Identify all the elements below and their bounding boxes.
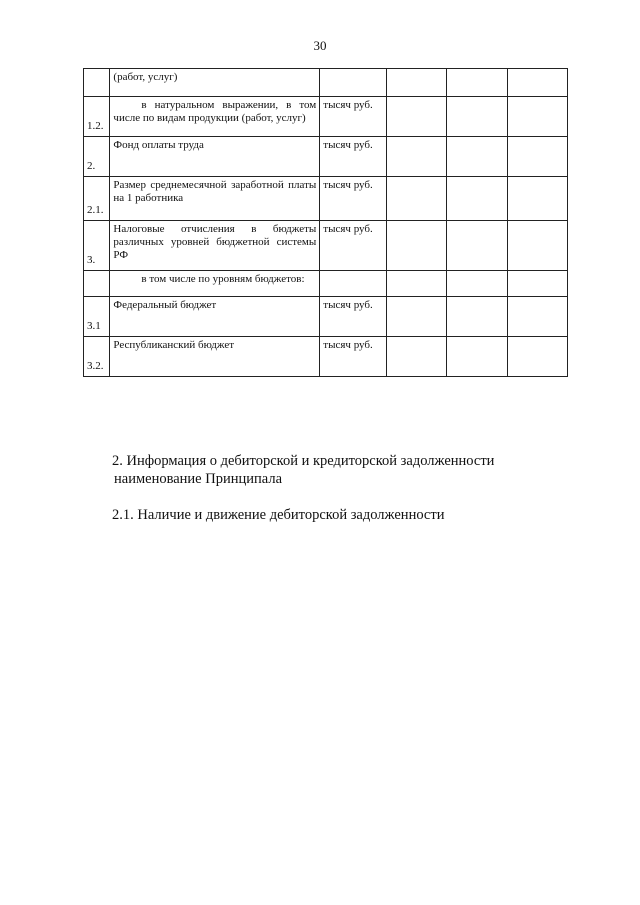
row-value-cell[interactable]: [507, 97, 567, 137]
row-value-cell[interactable]: [386, 297, 446, 337]
row-value-cell[interactable]: [386, 337, 446, 377]
row-unit: [320, 271, 387, 297]
row-number: 1.2.: [84, 97, 110, 137]
row-value-cell[interactable]: [447, 177, 507, 221]
row-value-cell[interactable]: [386, 271, 446, 297]
row-unit: тысяч руб.: [320, 297, 387, 337]
table-row: [84, 177, 568, 221]
row-value-cell[interactable]: [386, 137, 446, 177]
section-2-1-heading: 2.1. Наличие и движение дебиторской задолженности: [112, 507, 445, 523]
row-value-cell[interactable]: [386, 69, 446, 97]
section-2-title: 2. Информация о дебиторской и кредиторской задолженности: [112, 453, 495, 469]
row-value-cell[interactable]: [447, 337, 507, 377]
table-row: [84, 297, 568, 337]
row-number: 2.1.: [84, 177, 110, 221]
row-indicator-name: Республиканский бюджет: [110, 337, 320, 377]
row-indicator-name: Размер среднемесячной заработной платы на 1 работника: [110, 177, 320, 221]
table-row: [84, 221, 568, 271]
row-value-cell[interactable]: [386, 177, 446, 221]
table-row: [84, 97, 568, 137]
row-value-cell[interactable]: [507, 271, 567, 297]
row-value-cell[interactable]: [447, 297, 507, 337]
row-value-cell[interactable]: [447, 97, 507, 137]
row-number: 3.1: [84, 297, 110, 337]
row-value-cell[interactable]: [507, 337, 567, 377]
row-value-cell[interactable]: [447, 137, 507, 177]
row-number: 3.2.: [84, 337, 110, 377]
row-value-cell[interactable]: [386, 97, 446, 137]
row-value-cell[interactable]: [447, 271, 507, 297]
row-indicator-name: (работ, услуг): [110, 69, 320, 97]
table-body: [84, 69, 568, 377]
row-value-cell[interactable]: [386, 221, 446, 271]
row-unit: тысяч руб.: [320, 97, 387, 137]
row-indicator-name: Федеральный бюджет: [110, 297, 320, 337]
row-number: 2.: [84, 137, 110, 177]
table-row: [84, 271, 568, 297]
row-unit: тысяч руб.: [320, 137, 387, 177]
row-value-cell[interactable]: [507, 137, 567, 177]
indicators-table: [83, 68, 568, 377]
page-number: 30: [313, 38, 327, 53]
row-indicator-name: Налоговые отчисления в бюджеты различных уровней бюджетной системы РФ: [110, 221, 320, 271]
row-value-cell[interactable]: [507, 221, 567, 271]
row-unit: тысяч руб.: [320, 337, 387, 377]
row-value-cell[interactable]: [507, 177, 567, 221]
row-unit: тысяч руб.: [320, 221, 387, 271]
row-indicator-name: в натуральном выражении, в том числе по видам продукции (работ, услуг): [110, 97, 320, 137]
row-indicator-name: Фонд оплаты труда: [110, 137, 320, 177]
table-row: [84, 69, 568, 97]
section-2-heading: [112, 452, 494, 488]
row-value-cell[interactable]: [507, 297, 567, 337]
row-unit: [320, 69, 387, 97]
row-value-cell[interactable]: [507, 69, 567, 97]
row-value-cell[interactable]: [447, 221, 507, 271]
table-row: [84, 137, 568, 177]
row-indicator-name: в том числе по уровням бюджетов:: [110, 271, 320, 297]
section-2-subtitle: наименование Принципала: [114, 471, 283, 488]
row-number: [84, 271, 110, 297]
row-value-cell[interactable]: [447, 69, 507, 97]
row-unit: тысяч руб.: [320, 177, 387, 221]
row-number: [84, 69, 110, 97]
row-number: 3.: [84, 221, 110, 271]
table-row: [84, 337, 568, 377]
